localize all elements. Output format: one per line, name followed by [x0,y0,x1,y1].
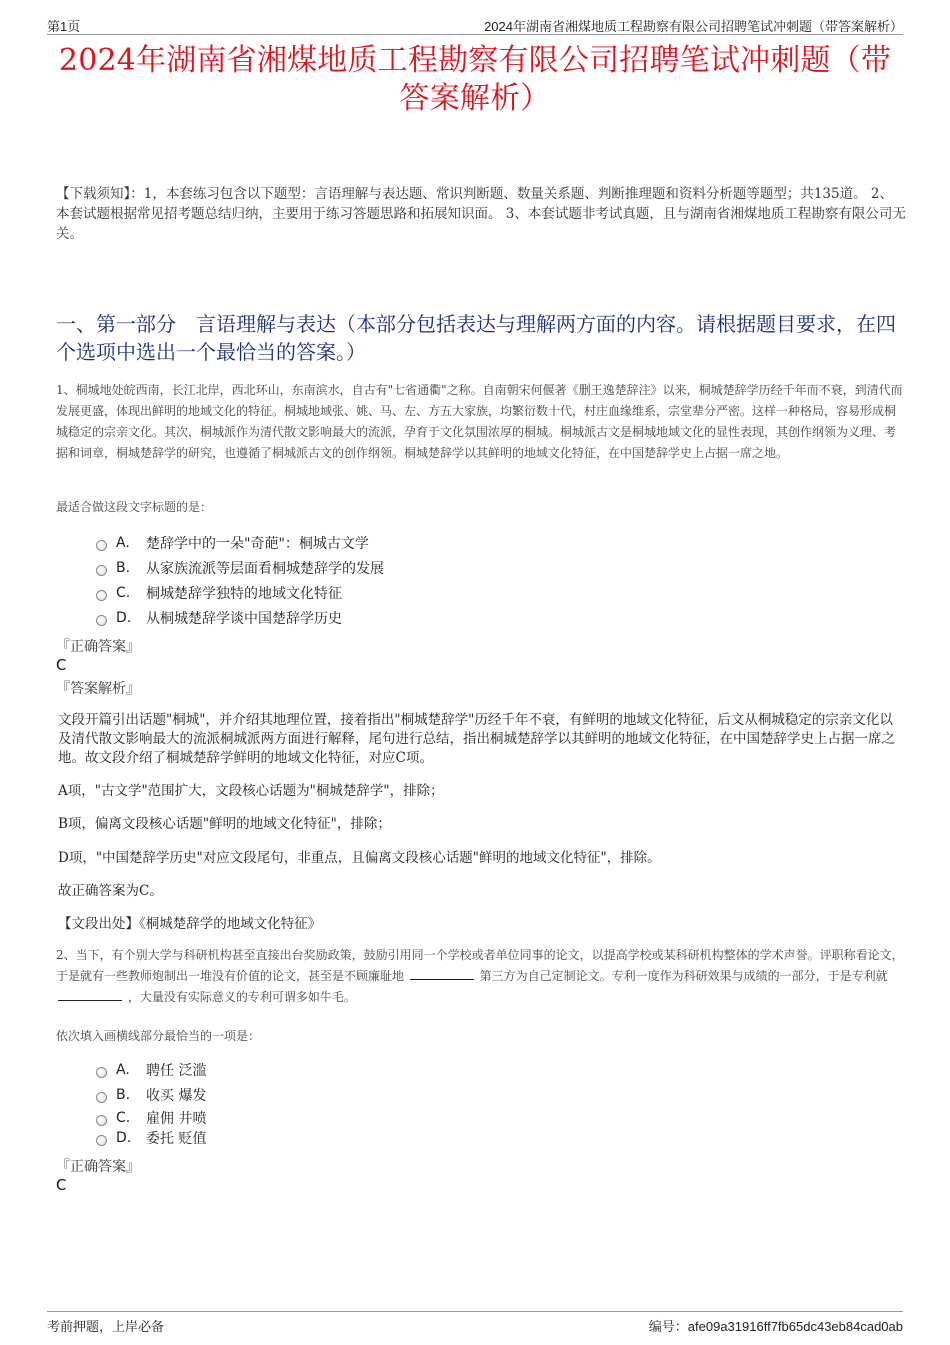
analysis-label: 『答案解析』 [56,681,140,697]
document-title: 2024年湖南省湘煤地质工程勘察有限公司招聘笔试冲刺题（带答案解析） [58,43,892,116]
option-a-note: A项，"古文学"范围扩大，文段核心话题为"桐城楚辞学"，排除； [58,783,444,799]
question-1-option-b[interactable] [96,555,384,580]
page-header [47,12,903,35]
option-d-note: D项，"中国楚辞学历史"对应文段尾句，非重点，且偏离文段核心话题"鲜明的地域文化特征"，排除。 [58,850,661,866]
option-text: 雇佣 井喷 [146,1110,207,1127]
radio-button[interactable] [96,565,107,576]
option-text: 楚辞学中的一朵"奇葩"：桐城古文学 [146,535,369,552]
option-text: 聘任 泛滥 [146,1062,207,1079]
question-1-options [96,530,384,630]
radio-button[interactable] [96,1115,107,1126]
header-doc-title: 2024年湖南省湘煤地质工程勘察有限公司招聘笔试冲刺题（带答案解析） [484,19,903,34]
question-2-stem [56,945,906,1008]
question-1-option-c[interactable] [96,580,384,605]
radio-button[interactable] [96,1092,107,1103]
question-1-prompt: 最适合做这段文字标题的是： [56,500,213,514]
correct-answer-label: 『正确答案』 [56,639,140,655]
radio-button[interactable] [96,1067,107,1078]
option-b-note: B项，偏离文段核心话题"鲜明的地域文化特征"，排除； [58,816,391,832]
conclusion: 故正确答案为C。 [58,883,163,899]
correct-answer: C [56,656,67,674]
option-letter: A. [116,534,130,551]
fill-blank-2 [58,988,122,1001]
section-heading: 一、第一部分 言语理解与表达（本部分包括表达与理解两方面的内容。请根据题目要求，在四个选项中选出一个最恰当的答案。） [56,312,896,364]
stem-text: 第三方为自己定制论文。专利一度作为科研效果与成绩的一部分，于是专利就 [479,969,888,983]
radio-button[interactable] [96,590,107,601]
option-letter: C. [116,1109,131,1126]
correct-answer-label: 『正确答案』 [56,1159,140,1175]
option-letter: B. [116,1086,131,1103]
page-number: 第1页 [47,19,81,34]
question-2-option-c[interactable] [96,1107,206,1128]
question-2-prompt: 依次填入画横线部分最恰当的一项是： [56,1029,261,1043]
radio-button[interactable] [96,1135,107,1146]
analysis-text: 文段开篇引出话题"桐城"，并介绍其地理位置，接着指出"桐城楚辞学"历经千年不衰，有鲜明的地域文化特征，后文从桐城稳定的宗亲文化以及清代散文影响最大的流派桐城派两方面进行解释，尾句进行总结，指出桐城楚辞学以其鲜明的地域文化特征，在中国楚辞学史上占据一席之地。故文段介绍了桐城楚辞学鲜明的地域文化特征，对应C项。 [58,712,895,766]
fill-blank-1 [410,967,474,980]
option-letter: D. [116,1130,132,1146]
page-footer [47,1311,903,1334]
document-serial: 编号：afe09a31916ff7fb65dc43eb84cad0ab [648,1319,903,1334]
question-2-options [96,1057,206,1148]
option-text: 从桐城楚辞学谈中国楚辞学历史 [146,610,342,627]
question-1-option-d[interactable] [96,605,384,630]
option-text: 收买 爆发 [146,1087,207,1104]
radio-button[interactable] [96,615,107,626]
option-text: 委托 贬值 [146,1131,207,1147]
stem-text: 2、当下，有个别大学与科研机构甚至直接出台奖励政策，鼓励引用同一个学校或者单位同事的论文，以提高学校或某科研机构整体的学术声誉。评职称看论文，于是就有一些教师炮制出一堆没有价值的论文，甚至是不顾廉耻地 [56,948,904,983]
question-2-option-a[interactable] [96,1057,206,1082]
stem-text: ，大量没有实际意义的专利可谓多如牛毛。 [127,990,356,1004]
footer-slogan: 考前押题，上岸必备 [47,1319,165,1334]
question-1-option-a[interactable] [96,530,384,555]
question-2-option-b[interactable] [96,1082,206,1107]
option-text: 桐城楚辞学独特的地域文化特征 [146,585,342,602]
option-text: 从家族流派等层面看桐城楚辞学的发展 [146,560,384,577]
correct-answer: C [56,1176,67,1194]
download-notice: 【下载须知】：1，本套练习包含以下题型：言语理解与表达题、常识判断题、数量关系题、判断推理题和资料分析题等题型；共135道。 2、本套试题根据常见招考题总结归纳，主要用于练习答题思路和拓展知识面。 3、本套试题非考试真题，且与湖南省湘煤地质工程勘察有限公司无关。 [56,186,906,242]
question-1-stem: 1、桐城地处皖西南，长江北岸，西北环山，东南滨水，自古有"七省通衢"之称。自南朝宋何偃著《删王逸楚辞注》以来，桐城楚辞学历经千年而不衰，到清代而发展更盛，体现出鲜明的地域文化的特征。桐城地域张、姚、马、左、方五大家族，均繁衍数十代，村庄血缘维系，宗堂辈分严密。这样一种格局，容易形成桐城稳定的宗亲文化。其次，桐城派作为清代散文影响最大的流派，孕育于文化氛围浓厚的桐城。桐城派古文是桐城地域文化的显性表现，其创作纲领为义理、考据和词章，桐城楚辞学的研究，也遵循了桐城派古文的创作纲领。桐城楚辞学以其鲜明的地域文化特征，在中国楚辞学史上占据一席之地。 [56,383,903,460]
radio-button[interactable] [96,540,107,551]
option-letter: A. [116,1061,130,1078]
option-letter: B. [116,559,131,576]
question-2-option-d[interactable] [96,1128,206,1148]
option-letter: C. [116,584,131,601]
option-letter: D. [116,609,132,626]
passage-source: 【文段出处】《桐城楚辞学的地域文化特征》 [58,916,322,932]
